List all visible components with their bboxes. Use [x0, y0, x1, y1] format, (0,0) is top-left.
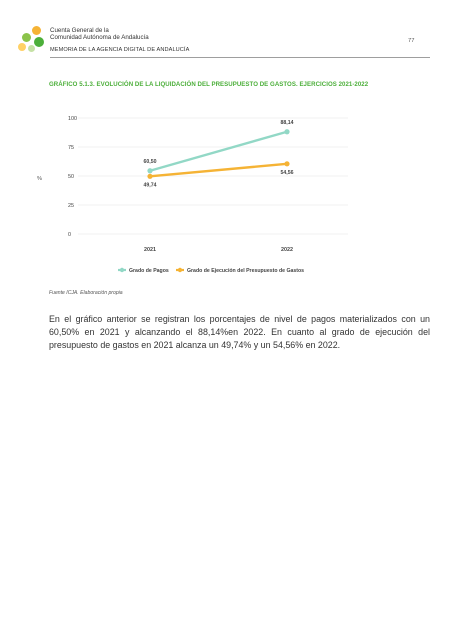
legend-label: Grado de Pagos	[129, 268, 169, 274]
data-point	[147, 174, 152, 179]
header-subtitle: MEMORIA DE LA AGENCIA DIGITAL DE ANDALUCÍA	[50, 47, 190, 53]
legend-label: Grado de Ejecución del Presupuesto de Gastos	[187, 268, 305, 274]
y-tick-label: 100	[68, 116, 77, 122]
x-tick-label: 2021	[144, 247, 156, 253]
legend-marker	[120, 268, 124, 272]
header-divider	[50, 57, 430, 58]
page-number: 77	[408, 38, 415, 44]
header-title-line2: Comunidad Autónoma de Andalucía	[50, 34, 149, 42]
line-chart	[30, 106, 430, 286]
chart-title: GRÁFICO 5.1.3. EVOLUCIÓN DE LA LIQUIDACIÓN DEL PRESUPUESTO DE GASTOS. EJERCICIOS 2021-2022	[49, 81, 369, 88]
source-note: Fuente ICJA. Elaboración propia	[49, 290, 123, 296]
header-title-line1: Cuenta General de la	[50, 27, 109, 34]
data-label: 88,14	[280, 119, 294, 126]
y-tick-label: 75	[68, 145, 74, 151]
y-tick-label: 50	[68, 174, 74, 180]
data-label: 49,74	[143, 182, 157, 189]
data-label: 54,56	[280, 169, 294, 176]
data-point	[147, 168, 152, 173]
y-tick-label: 25	[68, 203, 74, 209]
header-title	[50, 27, 149, 42]
data-point	[284, 161, 289, 166]
y-tick-label: 0	[68, 232, 71, 238]
data-label: 60,50	[143, 158, 157, 165]
body-paragraph: En el gráfico anterior se registran los porcentajes de nivel de pagos materializados con un 60,50% en 2021 y alcanzando el 88,14%en 2022. En cuanto al grado de ejecución del presupuesto de gastos en 2021 alcanza un 49,74% y un 54,56% en 2022.	[49, 314, 430, 351]
x-tick-label: 2022	[281, 247, 293, 253]
legend-marker	[178, 268, 182, 272]
y-axis-label: %	[37, 176, 42, 182]
data-point	[284, 129, 289, 134]
logo	[18, 26, 48, 54]
